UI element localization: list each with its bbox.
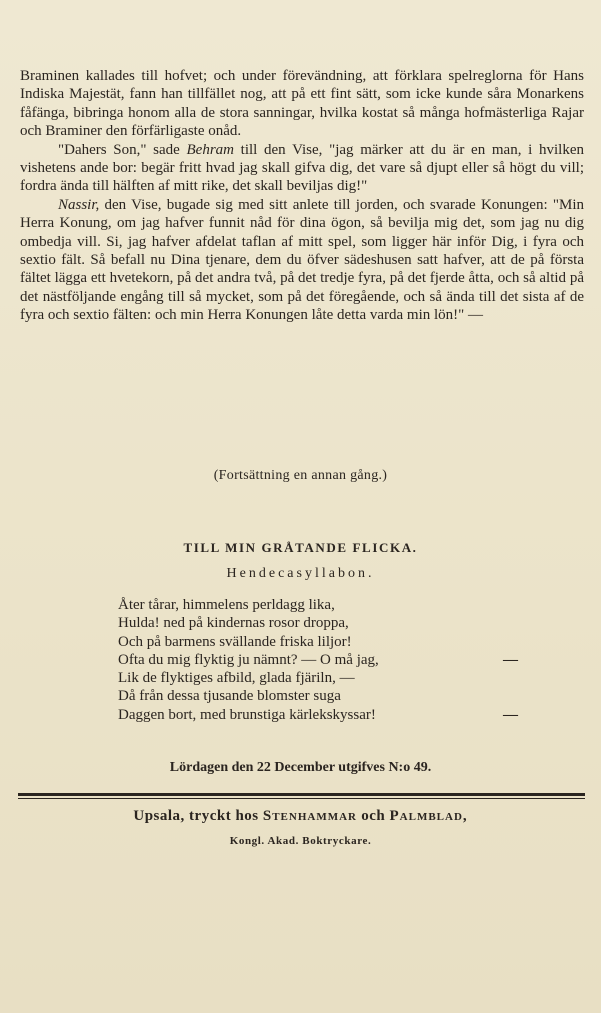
paragraph-behram — [20, 141, 584, 196]
poem-line — [118, 706, 518, 724]
printer-title: Kongl. Akad. Boktryckare. — [229, 835, 372, 847]
poem-line — [118, 614, 518, 632]
paragraph-braminen: Braminen kallades till hofvet; och under förevändning, att förklara spelreglorna för Hans Indiska Majestät, fann han tillfället nog, att på ett fint sätt, som icke kunde såra Monarkens fåfänga, bibringa honom alla de stora sanningar, hvilka kostat så många hofmästerliga Rajar och Braminer den förfärligaste onåd. — [20, 68, 584, 140]
divider-thin — [18, 798, 585, 799]
nassir-name: Nassir, — [58, 196, 100, 213]
imprint-place: Upsala, — [133, 808, 185, 824]
poem-line — [118, 596, 518, 614]
poem-line-text: Då från dessa tjusande blomster suga — [118, 688, 341, 705]
poem-line — [118, 687, 518, 705]
publication-notice: Lördagen den 22 December utgifves N:o 49. — [169, 760, 432, 775]
behram-speech: till den Vise, "jag märker att du är en man, i hvilken vishetens ande bor: begär fritt hvad jag skall gifva dig, det vare så djupt eller så högt du vill; fordra ända till hälften af mitt rike, det skall beviljas dig!" — [20, 141, 584, 195]
poem-line — [118, 633, 518, 651]
poem-line-text: Lik de flyktiges afbild, glada fjäriln, — — [118, 670, 355, 687]
prose-section — [20, 67, 584, 325]
imprint — [0, 808, 601, 825]
poem-meter: Hendecasyllabon. — [226, 566, 375, 581]
imprint-printed-by: tryckt hos — [184, 808, 263, 824]
poem-title: TILL MIN GRÅTANDE FLICKA. — [183, 540, 418, 555]
paragraph-nassir — [20, 196, 584, 325]
poem-line-text: Ofta du mig flyktig ju nämnt? — O må jag, — [118, 651, 379, 668]
poem-line-text: Daggen bort, med brunstiga kärlekskyssar! — [118, 706, 376, 723]
poem-line-text: Hulda! ned på kindernas rosor droppa, — [118, 615, 349, 632]
poem-line-text: Och på barmens svällande friska liljor! — [118, 633, 352, 650]
poem-line — [118, 669, 518, 687]
nassir-speech: den Vise, bugade sig med sitt anlete till jorden, och svarade Konungen: "Min Herra Konung, om jag hafver funnit nåd för dina ögon, så bevilja mig det, som jag nu dig ombedja vill. Si, jag hafver afdelat taflan af mitt spel, som ligger här inför Dig, i fyra och sextio fält. Så befall nu Dina tjenare, dem du öfver sädeshusen satt hafver, att de på första fältet lägga ett hvetekorn, på det andra två, på det tredje fyra, på det fjerde åtta, och så altid på det nästföljande engång till så mycket, som på det föregående, och så ända till det sista af de fyra och sextio fälten: och min Herra Konungen låte detta varda min lön!" — — [20, 196, 584, 324]
behram-name: Behram — [186, 141, 234, 158]
poem-line-text: Åter tårar, himmelens perldagg lika, — [118, 597, 335, 613]
behram-speech-open: "Dahers Son," sade — [58, 141, 187, 158]
imprint-and: och — [357, 808, 390, 824]
imprint-printer-1: Stenhammar — [262, 808, 357, 824]
continuation-note: (Fortsättning en annan gång.) — [213, 468, 388, 483]
imprint-printer-2: Palmblad, — [389, 808, 468, 824]
poem-line-dash: — — [503, 651, 518, 668]
poem-line — [118, 651, 518, 669]
poem-body — [118, 596, 518, 724]
divider-thick — [18, 793, 585, 796]
poem-line-dash: — — [503, 706, 518, 723]
